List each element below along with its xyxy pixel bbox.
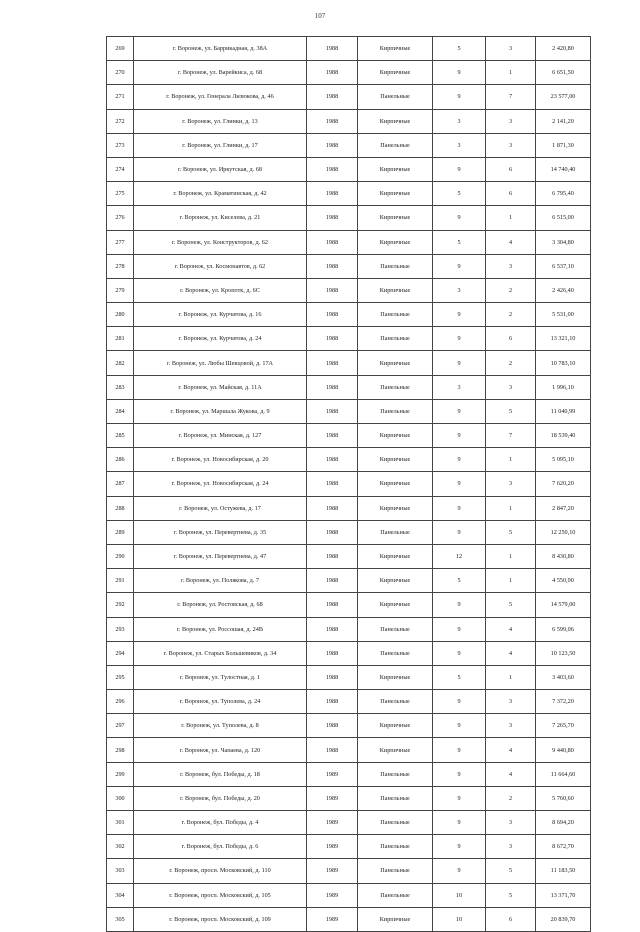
floors-cell: 9 xyxy=(433,61,486,85)
address-cell: г. Воронеж, ул. Конструкторов, д. 62 xyxy=(134,230,307,254)
floors-cell: 3 xyxy=(433,278,486,302)
row-number-cell: 297 xyxy=(107,714,134,738)
entrances-cell: 3 xyxy=(486,109,536,133)
floors-cell: 9 xyxy=(433,835,486,859)
year-cell: 1988 xyxy=(307,544,358,568)
address-cell: г. Воронеж, ул. Кропотк, д. 6С xyxy=(134,278,307,302)
floors-cell: 9 xyxy=(433,593,486,617)
table-row xyxy=(107,448,591,472)
area-cell: 3 304,80 xyxy=(536,230,591,254)
address-cell: г. Воронеж, просп. Московский, д. 110 xyxy=(134,859,307,883)
year-cell: 1989 xyxy=(307,835,358,859)
table-row xyxy=(107,593,591,617)
row-number-cell: 290 xyxy=(107,544,134,568)
floors-cell: 9 xyxy=(433,786,486,810)
area-cell: 23 577,00 xyxy=(536,85,591,109)
row-number-cell: 300 xyxy=(107,786,134,810)
address-cell: г. Воронеж, ул. Глинки, д. 17 xyxy=(134,133,307,157)
address-cell: г. Воронеж, ул. Старых Большевиков, д. 34 xyxy=(134,641,307,665)
row-number-cell: 292 xyxy=(107,593,134,617)
year-cell: 1988 xyxy=(307,399,358,423)
table-row xyxy=(107,762,591,786)
row-number-cell: 283 xyxy=(107,375,134,399)
floors-cell: 9 xyxy=(433,85,486,109)
row-number-cell: 296 xyxy=(107,690,134,714)
row-number-cell: 299 xyxy=(107,762,134,786)
area-cell: 7 620,20 xyxy=(536,472,591,496)
row-number-cell: 279 xyxy=(107,278,134,302)
table-row xyxy=(107,327,591,351)
entrances-cell: 1 xyxy=(486,448,536,472)
entrances-cell: 1 xyxy=(486,665,536,689)
area-cell: 2 141,20 xyxy=(536,109,591,133)
year-cell: 1988 xyxy=(307,520,358,544)
year-cell: 1988 xyxy=(307,472,358,496)
floors-cell: 12 xyxy=(433,544,486,568)
entrances-cell: 5 xyxy=(486,520,536,544)
area-cell: 11 040,99 xyxy=(536,399,591,423)
row-number-cell: 269 xyxy=(107,37,134,61)
wall-material-cell: Кирпичные xyxy=(358,278,433,302)
year-cell: 1988 xyxy=(307,738,358,762)
entrances-cell: 3 xyxy=(486,690,536,714)
wall-material-cell: Панельные xyxy=(358,883,433,907)
year-cell: 1988 xyxy=(307,109,358,133)
wall-material-cell: Панельные xyxy=(358,133,433,157)
area-cell: 11 664,60 xyxy=(536,762,591,786)
wall-material-cell: Кирпичные xyxy=(358,424,433,448)
table-row xyxy=(107,109,591,133)
wall-material-cell: Кирпичные xyxy=(358,448,433,472)
floors-cell: 5 xyxy=(433,230,486,254)
table-row xyxy=(107,665,591,689)
table-row xyxy=(107,835,591,859)
entrances-cell: 3 xyxy=(486,254,536,278)
table-row xyxy=(107,569,591,593)
row-number-cell: 293 xyxy=(107,617,134,641)
year-cell: 1989 xyxy=(307,859,358,883)
floors-cell: 3 xyxy=(433,375,486,399)
wall-material-cell: Панельные xyxy=(358,254,433,278)
area-cell: 14 579,00 xyxy=(536,593,591,617)
row-number-cell: 284 xyxy=(107,399,134,423)
floors-cell: 9 xyxy=(433,303,486,327)
table-row xyxy=(107,206,591,230)
year-cell: 1988 xyxy=(307,278,358,302)
address-cell: г. Воронеж, ул. Маршала Жукова, д. 9 xyxy=(134,399,307,423)
year-cell: 1988 xyxy=(307,230,358,254)
year-cell: 1988 xyxy=(307,351,358,375)
area-cell: 6 515,00 xyxy=(536,206,591,230)
address-cell: г. Воронеж, ул. Россошая, д. 24В xyxy=(134,617,307,641)
entrances-cell: 3 xyxy=(486,811,536,835)
floors-cell: 9 xyxy=(433,254,486,278)
page-number: 107 xyxy=(314,12,326,20)
row-number-cell: 291 xyxy=(107,569,134,593)
table-row xyxy=(107,883,591,907)
entrances-cell: 7 xyxy=(486,424,536,448)
entrances-cell: 1 xyxy=(486,544,536,568)
area-cell: 6 599,06 xyxy=(536,617,591,641)
table-row xyxy=(107,786,591,810)
wall-material-cell: Кирпичные xyxy=(358,665,433,689)
wall-material-cell: Панельные xyxy=(358,375,433,399)
address-cell: г. Воронеж, ул. Краматинская, д. 42 xyxy=(134,182,307,206)
table-row xyxy=(107,157,591,181)
wall-material-cell: Кирпичные xyxy=(358,593,433,617)
table-row xyxy=(107,303,591,327)
area-cell: 5 095,10 xyxy=(536,448,591,472)
area-cell: 14 740,40 xyxy=(536,157,591,181)
entrances-cell: 2 xyxy=(486,786,536,810)
area-cell: 4 550,90 xyxy=(536,569,591,593)
row-number-cell: 305 xyxy=(107,907,134,931)
floors-cell: 9 xyxy=(433,472,486,496)
year-cell: 1988 xyxy=(307,303,358,327)
wall-material-cell: Панельные xyxy=(358,85,433,109)
address-cell: г. Воронеж, ул. Тулостная, д. 1 xyxy=(134,665,307,689)
year-cell: 1988 xyxy=(307,496,358,520)
year-cell: 1989 xyxy=(307,786,358,810)
floors-cell: 10 xyxy=(433,883,486,907)
table-row xyxy=(107,85,591,109)
floors-cell: 9 xyxy=(433,399,486,423)
wall-material-cell: Кирпичные xyxy=(358,182,433,206)
entrances-cell: 3 xyxy=(486,133,536,157)
entrances-cell: 3 xyxy=(486,714,536,738)
year-cell: 1988 xyxy=(307,593,358,617)
address-cell: г. Воронеж, ул. Генерала Лизюкова, д. 46 xyxy=(134,85,307,109)
floors-cell: 9 xyxy=(433,448,486,472)
table-row xyxy=(107,61,591,85)
floors-cell: 9 xyxy=(433,157,486,181)
area-cell: 1 996,10 xyxy=(536,375,591,399)
wall-material-cell: Кирпичные xyxy=(358,472,433,496)
address-cell: г. Воронеж, ул. Минская, д. 127 xyxy=(134,424,307,448)
table-row xyxy=(107,520,591,544)
wall-material-cell: Панельные xyxy=(358,811,433,835)
floors-cell: 9 xyxy=(433,714,486,738)
table-row xyxy=(107,496,591,520)
year-cell: 1988 xyxy=(307,617,358,641)
table-row xyxy=(107,424,591,448)
address-cell: г. Воронеж, ул. Туполева, д. 8 xyxy=(134,714,307,738)
area-cell: 18 539,40 xyxy=(536,424,591,448)
table-row xyxy=(107,641,591,665)
area-cell: 10 123,50 xyxy=(536,641,591,665)
address-cell: г. Воронеж, ул. Баррикадная, д. 38А xyxy=(134,37,307,61)
table-row xyxy=(107,37,591,61)
area-cell: 1 871,30 xyxy=(536,133,591,157)
address-cell: г. Воронеж, ул. Курчатова, д. 16 xyxy=(134,303,307,327)
floors-cell: 9 xyxy=(433,206,486,230)
table-row xyxy=(107,811,591,835)
floors-cell: 9 xyxy=(433,617,486,641)
table-row xyxy=(107,254,591,278)
year-cell: 1989 xyxy=(307,883,358,907)
table-row xyxy=(107,399,591,423)
year-cell: 1988 xyxy=(307,641,358,665)
row-number-cell: 273 xyxy=(107,133,134,157)
area-cell: 13 321,10 xyxy=(536,327,591,351)
floors-cell: 9 xyxy=(433,641,486,665)
year-cell: 1988 xyxy=(307,569,358,593)
area-cell: 10 783,10 xyxy=(536,351,591,375)
table-row xyxy=(107,351,591,375)
area-cell: 6 651,50 xyxy=(536,61,591,85)
table-row xyxy=(107,472,591,496)
table-row xyxy=(107,859,591,883)
row-number-cell: 282 xyxy=(107,351,134,375)
table-row xyxy=(107,544,591,568)
entrances-cell: 3 xyxy=(486,835,536,859)
entrances-cell: 4 xyxy=(486,617,536,641)
area-cell: 8 672,70 xyxy=(536,835,591,859)
row-number-cell: 289 xyxy=(107,520,134,544)
entrances-cell: 3 xyxy=(486,375,536,399)
row-number-cell: 276 xyxy=(107,206,134,230)
address-cell: г. Воронеж, бул. Победы, д. 6 xyxy=(134,835,307,859)
row-number-cell: 302 xyxy=(107,835,134,859)
row-number-cell: 288 xyxy=(107,496,134,520)
year-cell: 1989 xyxy=(307,907,358,931)
wall-material-cell: Панельные xyxy=(358,520,433,544)
address-cell: г. Воронеж, ул. Перевертнева, д. 47 xyxy=(134,544,307,568)
wall-material-cell: Панельные xyxy=(358,327,433,351)
year-cell: 1989 xyxy=(307,762,358,786)
area-cell: 20 839,70 xyxy=(536,907,591,931)
year-cell: 1988 xyxy=(307,375,358,399)
area-cell: 3 403,60 xyxy=(536,665,591,689)
entrances-cell: 6 xyxy=(486,907,536,931)
entrances-cell: 6 xyxy=(486,157,536,181)
row-number-cell: 301 xyxy=(107,811,134,835)
year-cell: 1988 xyxy=(307,85,358,109)
row-number-cell: 298 xyxy=(107,738,134,762)
wall-material-cell: Панельные xyxy=(358,786,433,810)
housing-register-table xyxy=(106,36,591,932)
address-cell: г. Воронеж, бул. Победы, д. 18 xyxy=(134,762,307,786)
area-cell: 6 537,10 xyxy=(536,254,591,278)
row-number-cell: 270 xyxy=(107,61,134,85)
address-cell: г. Воронеж, ул. Новосибирская, д. 24 xyxy=(134,472,307,496)
wall-material-cell: Панельные xyxy=(358,303,433,327)
row-number-cell: 278 xyxy=(107,254,134,278)
area-cell: 5 760,60 xyxy=(536,786,591,810)
row-number-cell: 287 xyxy=(107,472,134,496)
area-cell: 11 183,50 xyxy=(536,859,591,883)
table-row xyxy=(107,182,591,206)
address-cell: г. Воронеж, бул. Победы, д. 20 xyxy=(134,786,307,810)
address-cell: г. Воронеж, ул. Новосибирская, д. 20 xyxy=(134,448,307,472)
wall-material-cell: Панельные xyxy=(358,641,433,665)
wall-material-cell: Панельные xyxy=(358,690,433,714)
floors-cell: 9 xyxy=(433,859,486,883)
floors-cell: 9 xyxy=(433,690,486,714)
wall-material-cell: Кирпичные xyxy=(358,738,433,762)
address-cell: г. Воронеж, ул. Глинки, д. 13 xyxy=(134,109,307,133)
table-row xyxy=(107,617,591,641)
row-number-cell: 280 xyxy=(107,303,134,327)
address-cell: г. Воронеж, ул. Остужева, д. 17 xyxy=(134,496,307,520)
year-cell: 1988 xyxy=(307,254,358,278)
year-cell: 1988 xyxy=(307,690,358,714)
entrances-cell: 7 xyxy=(486,85,536,109)
floors-cell: 5 xyxy=(433,569,486,593)
year-cell: 1988 xyxy=(307,133,358,157)
table-row xyxy=(107,907,591,931)
area-cell: 13 371,70 xyxy=(536,883,591,907)
wall-material-cell: Кирпичные xyxy=(358,37,433,61)
floors-cell: 9 xyxy=(433,424,486,448)
area-cell: 7 265,70 xyxy=(536,714,591,738)
entrances-cell: 4 xyxy=(486,641,536,665)
area-cell: 8 430,80 xyxy=(536,544,591,568)
wall-material-cell: Кирпичные xyxy=(358,351,433,375)
entrances-cell: 1 xyxy=(486,496,536,520)
address-cell: г. Воронеж, просп. Московский, д. 105 xyxy=(134,883,307,907)
wall-material-cell: Панельные xyxy=(358,859,433,883)
floors-cell: 9 xyxy=(433,351,486,375)
entrances-cell: 4 xyxy=(486,230,536,254)
address-cell: г. Воронеж, ул. Варейкиса, д. 68 xyxy=(134,61,307,85)
year-cell: 1988 xyxy=(307,714,358,738)
floors-cell: 9 xyxy=(433,738,486,762)
year-cell: 1988 xyxy=(307,665,358,689)
wall-material-cell: Панельные xyxy=(358,399,433,423)
entrances-cell: 4 xyxy=(486,738,536,762)
entrances-cell: 3 xyxy=(486,472,536,496)
row-number-cell: 303 xyxy=(107,859,134,883)
row-number-cell: 295 xyxy=(107,665,134,689)
entrances-cell: 1 xyxy=(486,569,536,593)
address-cell: г. Воронеж, ул. Полякова, д. 7 xyxy=(134,569,307,593)
floors-cell: 5 xyxy=(433,37,486,61)
address-cell: г. Воронеж, ул. Курчатова, д. 24 xyxy=(134,327,307,351)
year-cell: 1988 xyxy=(307,206,358,230)
table-row xyxy=(107,278,591,302)
row-number-cell: 304 xyxy=(107,883,134,907)
wall-material-cell: Кирпичные xyxy=(358,61,433,85)
floors-cell: 3 xyxy=(433,133,486,157)
table-row xyxy=(107,230,591,254)
table-row xyxy=(107,690,591,714)
address-cell: г. Воронеж, ул. Майская, д. 11А xyxy=(134,375,307,399)
address-cell: г. Воронеж, просп. Московский, д. 109 xyxy=(134,907,307,931)
wall-material-cell: Панельные xyxy=(358,835,433,859)
floors-cell: 5 xyxy=(433,665,486,689)
floors-cell: 9 xyxy=(433,520,486,544)
area-cell: 9 440,80 xyxy=(536,738,591,762)
row-number-cell: 272 xyxy=(107,109,134,133)
wall-material-cell: Кирпичные xyxy=(358,206,433,230)
entrances-cell: 4 xyxy=(486,762,536,786)
entrances-cell: 2 xyxy=(486,351,536,375)
table-row xyxy=(107,375,591,399)
entrances-cell: 1 xyxy=(486,61,536,85)
floors-cell: 5 xyxy=(433,182,486,206)
address-cell: г. Воронеж, ул. Космонавтов, д. 62 xyxy=(134,254,307,278)
address-cell: г. Воронеж, ул. Ростовская, д. 68 xyxy=(134,593,307,617)
year-cell: 1988 xyxy=(307,327,358,351)
wall-material-cell: Кирпичные xyxy=(358,544,433,568)
year-cell: 1988 xyxy=(307,182,358,206)
address-cell: г. Воронеж, ул. Любы Шевцовой, д. 17А xyxy=(134,351,307,375)
area-cell: 12 250,10 xyxy=(536,520,591,544)
entrances-cell: 5 xyxy=(486,399,536,423)
year-cell: 1989 xyxy=(307,811,358,835)
wall-material-cell: Панельные xyxy=(358,762,433,786)
floors-cell: 3 xyxy=(433,109,486,133)
row-number-cell: 274 xyxy=(107,157,134,181)
wall-material-cell: Кирпичные xyxy=(358,157,433,181)
floors-cell: 10 xyxy=(433,907,486,931)
wall-material-cell: Кирпичные xyxy=(358,907,433,931)
row-number-cell: 271 xyxy=(107,85,134,109)
entrances-cell: 5 xyxy=(486,859,536,883)
row-number-cell: 281 xyxy=(107,327,134,351)
row-number-cell: 286 xyxy=(107,448,134,472)
floors-cell: 9 xyxy=(433,762,486,786)
row-number-cell: 275 xyxy=(107,182,134,206)
area-cell: 7 372,20 xyxy=(536,690,591,714)
floors-cell: 9 xyxy=(433,327,486,351)
row-number-cell: 285 xyxy=(107,424,134,448)
area-cell: 8 694,20 xyxy=(536,811,591,835)
address-cell: г. Воронеж, ул. Чапаева, д. 120 xyxy=(134,738,307,762)
address-cell: г. Воронеж, ул. Иркутская, д. 68 xyxy=(134,157,307,181)
table-body xyxy=(107,37,591,932)
row-number-cell: 294 xyxy=(107,641,134,665)
table-row xyxy=(107,714,591,738)
entrances-cell: 5 xyxy=(486,593,536,617)
year-cell: 1988 xyxy=(307,424,358,448)
address-cell: г. Воронеж, ул. Киселева, д. 21 xyxy=(134,206,307,230)
area-cell: 5 531,00 xyxy=(536,303,591,327)
entrances-cell: 2 xyxy=(486,303,536,327)
wall-material-cell: Кирпичные xyxy=(358,496,433,520)
entrances-cell: 1 xyxy=(486,206,536,230)
entrances-cell: 3 xyxy=(486,37,536,61)
wall-material-cell: Панельные xyxy=(358,617,433,641)
address-cell: г. Воронеж, бул. Победы, д. 4 xyxy=(134,811,307,835)
area-cell: 2 426,40 xyxy=(536,278,591,302)
entrances-cell: 6 xyxy=(486,327,536,351)
wall-material-cell: Кирпичные xyxy=(358,230,433,254)
wall-material-cell: Кирпичные xyxy=(358,714,433,738)
entrances-cell: 5 xyxy=(486,883,536,907)
row-number-cell: 277 xyxy=(107,230,134,254)
area-cell: 6 795,40 xyxy=(536,182,591,206)
area-cell: 2 847,20 xyxy=(536,496,591,520)
wall-material-cell: Кирпичные xyxy=(358,569,433,593)
floors-cell: 9 xyxy=(433,496,486,520)
entrances-cell: 6 xyxy=(486,182,536,206)
table-row xyxy=(107,738,591,762)
year-cell: 1988 xyxy=(307,61,358,85)
year-cell: 1988 xyxy=(307,37,358,61)
address-cell: г. Воронеж, ул. Перевертнева, д. 35 xyxy=(134,520,307,544)
year-cell: 1988 xyxy=(307,448,358,472)
entrances-cell: 2 xyxy=(486,278,536,302)
year-cell: 1988 xyxy=(307,157,358,181)
table-row xyxy=(107,133,591,157)
floors-cell: 9 xyxy=(433,811,486,835)
wall-material-cell: Кирпичные xyxy=(358,109,433,133)
address-cell: г. Воронеж, ул. Туполева, д. 24 xyxy=(134,690,307,714)
area-cell: 2 420,80 xyxy=(536,37,591,61)
